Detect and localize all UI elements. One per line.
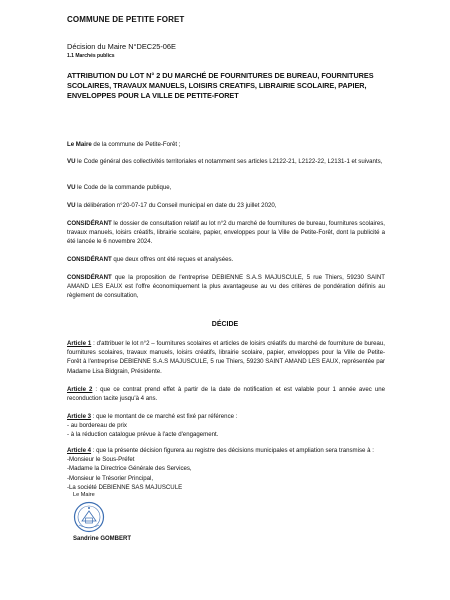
- considerant-offres: [67, 255, 385, 264]
- article-text: : d'attribuer le lot n°2 – fournitures scolaires et articles de loisirs créatifs du marché de fourniture de bureau, fournitures scolaires, travaux manuels, loisirs créatifs, librairie scolaire, papier, enveloppes pour la Ville de Petite-Forêt à l'entreprise DEBIENNE S.A.S MAJUSCULE, 5 rue Thiers, 59230 SAINT AMAND LES EAUX, représentée par Madame Lisa Bidgrain, Présidente.: [67, 340, 386, 375]
- article-text: : que ce contrat prend effet à partir de la date de notification et est valable pour 1 année avec une reconduction tacite jusqu'à 4 ans.: [67, 386, 385, 403]
- mayor-rest: de la commune de Petite-Forêt ;: [91, 141, 181, 148]
- seal-icon: [73, 501, 105, 533]
- considerant-text: que la proposition de l'entreprise DEBIENNE S.A.S MAJUSCULE, 5 rue Thiers, 59230 SAINT AMAND LES EAUX est l'offre économiquement la plus avantageuse au vu des critères de pondération définis au règlement de consultation,: [67, 274, 385, 300]
- vu-text: le Code général des collectivités territoriales et notamment ses articles L2122-21, L2122-22, L2131-1 et suivants,: [75, 158, 383, 165]
- list-item: - à la réduction catalogue prévue à l'acte d'engagement.: [67, 431, 219, 439]
- signatory-name: Sandrine GOMBERT: [73, 536, 132, 542]
- article-1: [67, 339, 385, 376]
- article-4-list: [67, 455, 385, 492]
- decision-number: Décision du Maire N°DEC25-06E: [67, 42, 176, 51]
- considerant-lead: CONSIDÉRANT: [67, 274, 112, 281]
- vu-lead: VU: [67, 158, 76, 165]
- municipal-seal: [73, 501, 105, 533]
- article-2: [67, 385, 385, 403]
- signature-role: Le Maire: [73, 492, 95, 498]
- article-label: Article 1: [67, 340, 92, 347]
- article-3: [67, 412, 385, 440]
- vu-deliberation: [67, 201, 385, 210]
- vu-text: le Code de la commande publique,: [75, 184, 172, 191]
- mayor-lead: Le Maire: [67, 141, 92, 148]
- article-label: Article 4: [67, 447, 92, 454]
- considerant-lead: CONSIDÉRANT: [67, 220, 112, 227]
- article-label: Article 2: [67, 386, 93, 393]
- commune-heading: COMMUNE DE PETITE FORET: [67, 15, 185, 24]
- vu-cgct: [67, 157, 385, 166]
- considerant-consultation: [67, 219, 385, 247]
- list-item: - au bordereau de prix: [67, 422, 127, 430]
- decide-heading: DÉCIDE: [211, 321, 239, 328]
- article-text: : que le montant de ce marché est fixé par référence :: [91, 413, 238, 420]
- considerant-proposition: [67, 273, 385, 301]
- article-3-list: [67, 421, 385, 439]
- article-4: [67, 446, 385, 492]
- vu-commande-publique: [67, 183, 385, 192]
- article-text: : que la présente décision figurera au registre des décisions municipales et ampliation sera transmise à :: [91, 447, 374, 454]
- list-item: -Madame la Directrice Générale des Services,: [67, 465, 192, 473]
- vu-text: la délibération n°20-07-17 du Conseil municipal en date du 23 juillet 2020,: [75, 202, 277, 209]
- vu-lead: VU: [67, 202, 76, 209]
- list-item: -Monsieur le Sous-Préfet: [67, 456, 135, 464]
- list-item: -La société DEBIENNE SAS MAJUSCULE: [67, 483, 183, 491]
- article-label: Article 3: [67, 413, 92, 420]
- decision-title: ATTRIBUTION DU LOT N° 2 DU MARCHÉ DE FOURNITURES DE BUREAU, FOURNITURES SCOLAIRES, TRAVAUX MANUELS, LOISIRS CREATIFS, LIBRAIRIE SCOLAIRE, PAPIER, ENVELOPPES POUR LA VILLE DE PETITE-FORET: [67, 71, 374, 100]
- considerant-text: que deux offres ont été reçues et analysées.: [111, 256, 234, 263]
- vu-lead: VU: [67, 184, 76, 191]
- decision-category: 1.1 Marchés publics: [67, 53, 115, 59]
- considerant-text: le dossier de consultation relatif au lot n°2 du marché de fournitures de bureau, fournitures scolaires, travaux manuels, loisirs créatifs, librairie scolaire, papier, enveloppes pour la Ville de Petite-Forêt, dont la publicité a été lancée le 6 novembre 2024.: [67, 220, 385, 246]
- list-item: -Monsieur le Trésorier Principal,: [67, 474, 154, 482]
- mayor-line: [67, 140, 385, 149]
- considerant-lead: CONSIDÉRANT: [67, 256, 112, 263]
